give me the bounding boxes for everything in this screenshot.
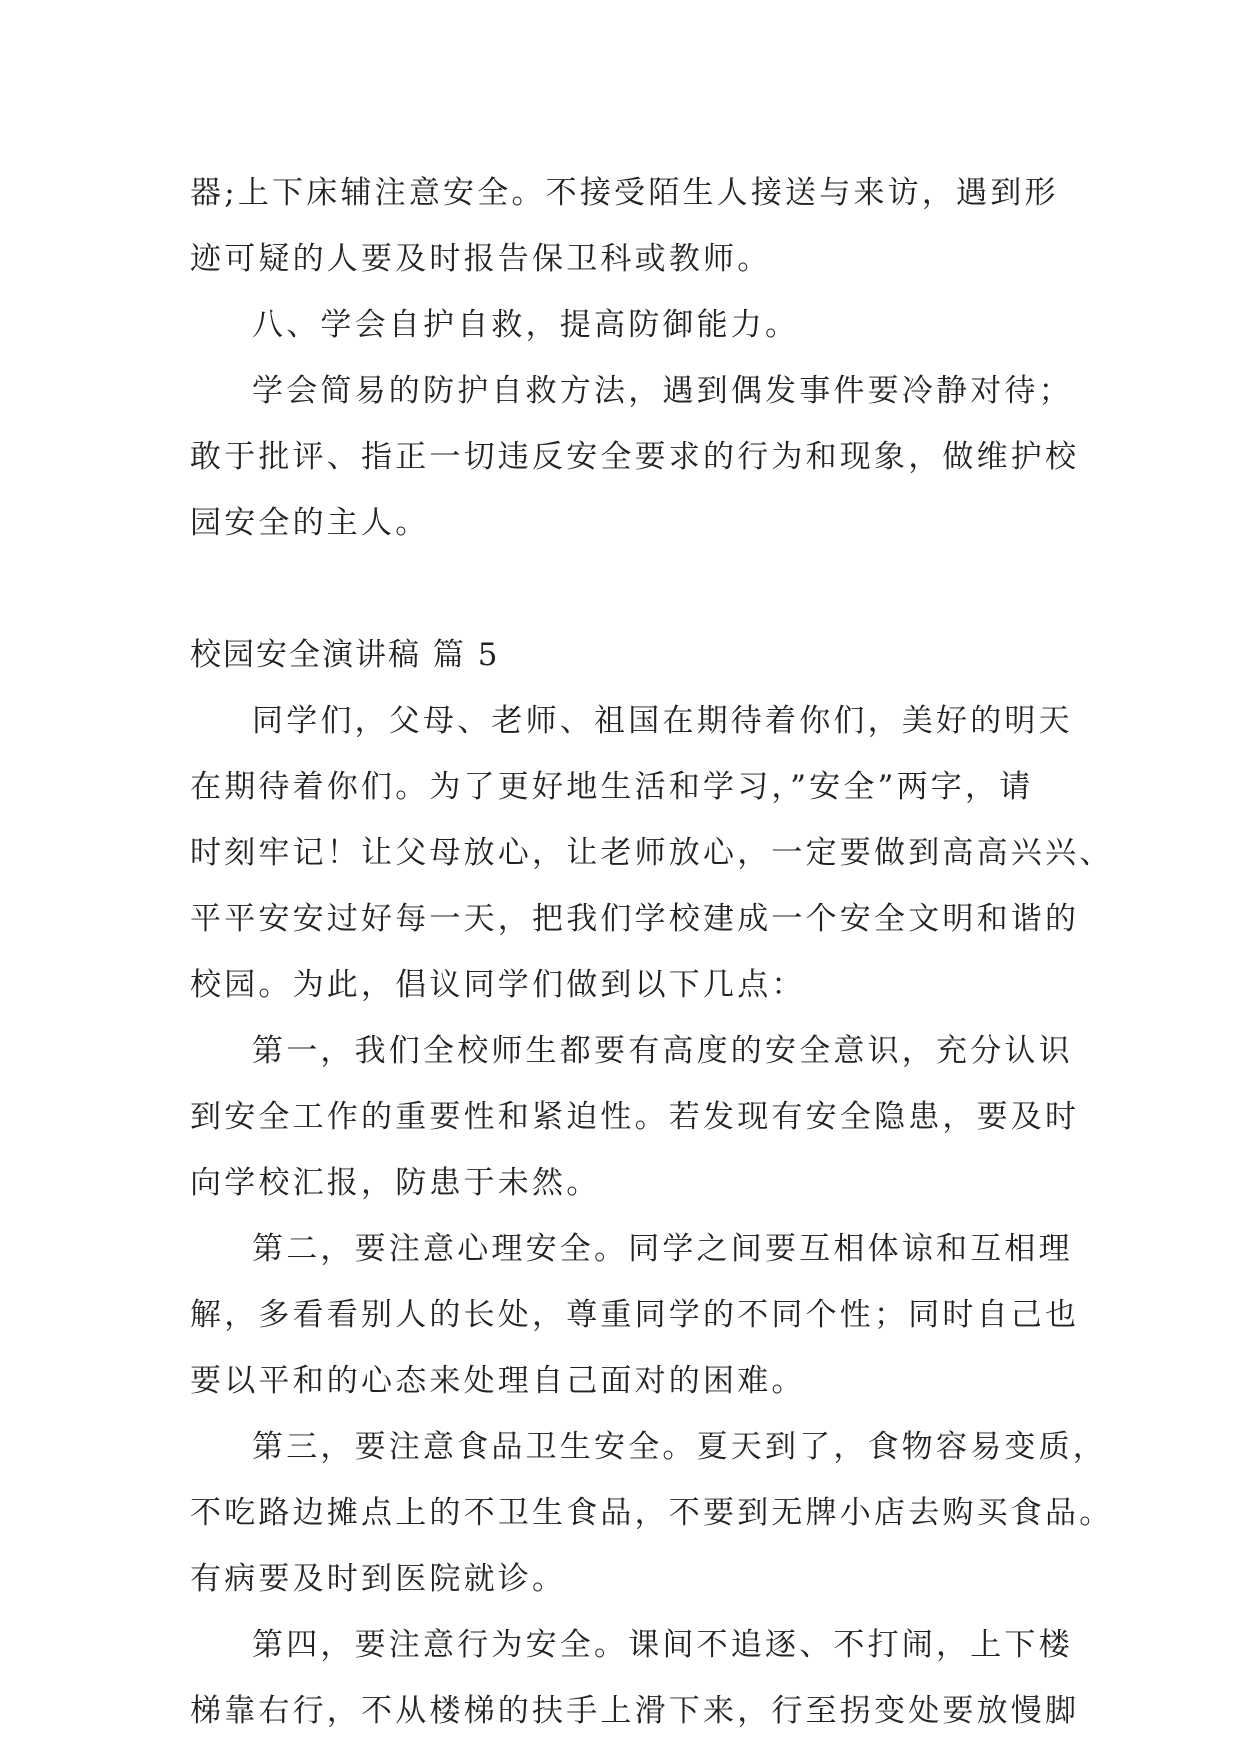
continued-paragraph — [190, 160, 1059, 292]
point-1-paragraph — [190, 1018, 1080, 1216]
text-line: 第二，要注意心理安全。同学之间要互相体谅和互相理 — [252, 1231, 1073, 1267]
text-line: 平平安安过好每一天，把我们学校建成一个安全文明和谐的 — [190, 901, 1080, 937]
text-line: 校园。为此，倡议同学们做到以下几点： — [190, 967, 806, 1003]
text-line: 第四，要注意行为安全。课间不追逐、不打闹，上下楼 — [252, 1627, 1073, 1663]
text-line: 时刻牢记！让父母放心，让老师放心，一定要做到高高兴兴、 — [190, 835, 1114, 871]
text-line: 器;上下床辅注意安全。不接受陌生人接送与来访，遇到形 — [190, 175, 1059, 211]
point-4-paragraph — [190, 1612, 1080, 1744]
text-line: 向学校汇报，防患于未然。 — [190, 1165, 601, 1201]
section-gap — [190, 556, 1050, 622]
text-line: 到安全工作的重要性和紧迫性。若发现有安全隐患，要及时 — [190, 1099, 1080, 1135]
document-body — [190, 160, 1114, 1744]
text-line: 第三，要注意食品卫生安全。夏天到了，食物容易变质， — [252, 1429, 1107, 1465]
text-line: 同学们，父母、老师、祖国在期待着你们，美好的明天 — [252, 703, 1073, 739]
text-line: 园安全的主人。 — [190, 505, 430, 541]
text-line: 不吃路边摊点上的不卫生食品，不要到无牌小店去购买食品。 — [190, 1495, 1114, 1531]
text-line: 迹可疑的人要及时报告保卫科或教师。 — [190, 241, 772, 277]
text-line: 敢于批评、指正一切违反安全要求的行为和现象，做维护校 — [190, 439, 1080, 475]
text-line: 有病要及时到医院就诊。 — [190, 1561, 567, 1597]
section-title: 校园安全演讲稿 篇 5 — [190, 637, 500, 673]
text-line: 要以平和的心态来处理自己面对的困难。 — [190, 1363, 806, 1399]
point-8-body — [190, 358, 1080, 556]
point-8-heading — [190, 292, 1050, 358]
point-2-paragraph — [190, 1216, 1080, 1414]
text-line: 八、学会自护自救，提高防御能力。 — [252, 307, 800, 343]
point-3-paragraph — [190, 1414, 1114, 1612]
text-line: 解，多看看别人的长处，尊重同学的不同个性；同时自己也 — [190, 1297, 1080, 1333]
intro-paragraph — [190, 688, 1114, 1018]
text-line: 第一，我们全校师生都要有高度的安全意识，充分认识 — [252, 1033, 1073, 1069]
text-line: 梯靠右行，不从楼梯的扶手上滑下来，行至拐变处要放慢脚 — [190, 1693, 1080, 1729]
text-line: 在期待着你们。为了更好地生活和学习，”安全”两字，请 — [190, 769, 1034, 805]
text-line: 学会简易的防护自救方法，遇到偶发事件要冷静对待； — [252, 373, 1073, 409]
